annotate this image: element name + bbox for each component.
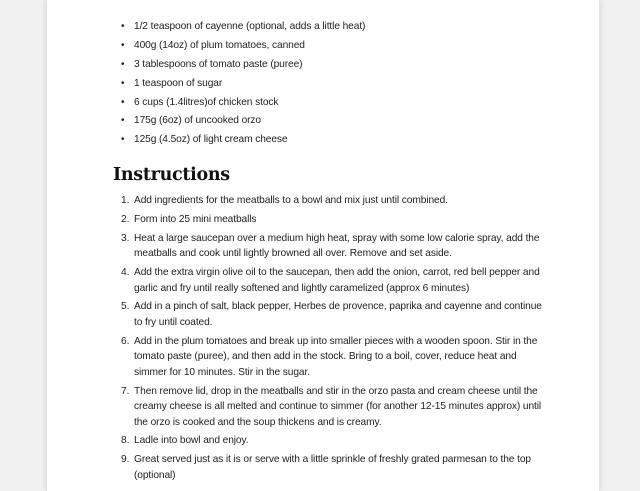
step-text: Heat a large saucepan over a medium high heat, spray with some low calorie spray, add the meatballs and cook until lightly browned all over. Remove and set aside. [134, 232, 540, 260]
step-number: 3. [121, 232, 130, 244]
instructions-list [113, 193, 543, 483]
step-text: Then remove lid, drop in the meatballs and stir in the orzo pasta and cream cheese until the creamy cheese is all melted and continue to simmer (for another 12-15 minutes approx) until the orzo is cooked and the soup thickens and is creamy. [134, 385, 542, 428]
step-text: Add in the plum tomatoes and break up into smaller pieces with a wooden spoon. Stir in the tomato paste (puree), and then add in the stock. Bring to a boil, cover, reduce heat and simmer for 10 minutes. Stir in the sugar. [134, 335, 538, 378]
step-text: Add ingredients for the meatballs to a bowl and mix just until combined. [134, 195, 448, 207]
bullet-icon: • [121, 39, 125, 51]
step-number: 7. [121, 385, 130, 397]
step-text: Great served just as it is or serve with a little sprinkle of freshly grated parmesan to the top (optional) [134, 454, 531, 481]
instruction-step [113, 452, 543, 483]
ingredient-text: 400g (14oz) of plum tomatoes, canned [134, 39, 305, 51]
bullet-icon: • [121, 77, 125, 89]
bullet-icon: • [121, 21, 125, 32]
ingredient-item [113, 18, 543, 37]
step-text: Form into 25 mini meatballs [134, 214, 257, 226]
bullet-icon: • [121, 96, 125, 108]
step-number: 6. [121, 335, 130, 347]
ingredient-item [113, 37, 543, 56]
recipe-content [113, 18, 543, 486]
instruction-step [113, 265, 543, 296]
ingredient-text: 125g (4.5oz) of light cream cheese [134, 134, 288, 146]
bullet-icon: • [121, 134, 125, 146]
ingredient-item [113, 56, 543, 75]
instruction-step [113, 212, 543, 228]
instruction-step [113, 433, 543, 449]
step-number: 8. [121, 435, 130, 447]
ingredient-item [113, 112, 543, 131]
step-number: 9. [121, 454, 130, 466]
ingredient-text: 6 cups (1.4litres)of chicken stock [134, 96, 279, 108]
document-page [46, 0, 600, 491]
step-number: 5. [121, 301, 130, 313]
ingredient-text: 1/2 teaspoon of cayenne (optional, adds a little heat) [134, 21, 366, 32]
step-number: 4. [121, 267, 130, 279]
ingredient-text: 1 teaspoon of sugar [134, 77, 223, 89]
ingredient-text: 3 tablespoons of tomato paste (puree) [134, 58, 303, 70]
ingredient-item [113, 75, 543, 94]
ingredient-item [113, 94, 543, 113]
step-text: Add in a pinch of salt, black pepper, Herbes de provence, paprika and cayenne and continue to fry until coated. [134, 301, 542, 328]
instruction-step [113, 193, 543, 209]
ingredient-item [113, 131, 543, 150]
instruction-step [113, 384, 543, 431]
bullet-icon: • [121, 58, 125, 70]
step-text: Ladle into bowl and enjoy. [134, 435, 249, 447]
ingredient-text: 175g (6oz) of uncooked orzo [134, 115, 261, 127]
bullet-icon: • [121, 115, 125, 127]
ingredients-list [113, 18, 543, 150]
step-text: Add the extra virgin olive oil to the saucepan, then add the onion, carrot, red bell pepper and garlic and fry until really softened and lightly caramelized (approx 6 minutes) [134, 267, 540, 294]
instruction-step [113, 231, 543, 262]
instructions-heading: Instructions [113, 165, 230, 186]
instruction-step [113, 299, 543, 330]
step-number: 2. [121, 214, 130, 226]
instruction-step [113, 334, 543, 381]
step-number: 1. [121, 195, 130, 207]
